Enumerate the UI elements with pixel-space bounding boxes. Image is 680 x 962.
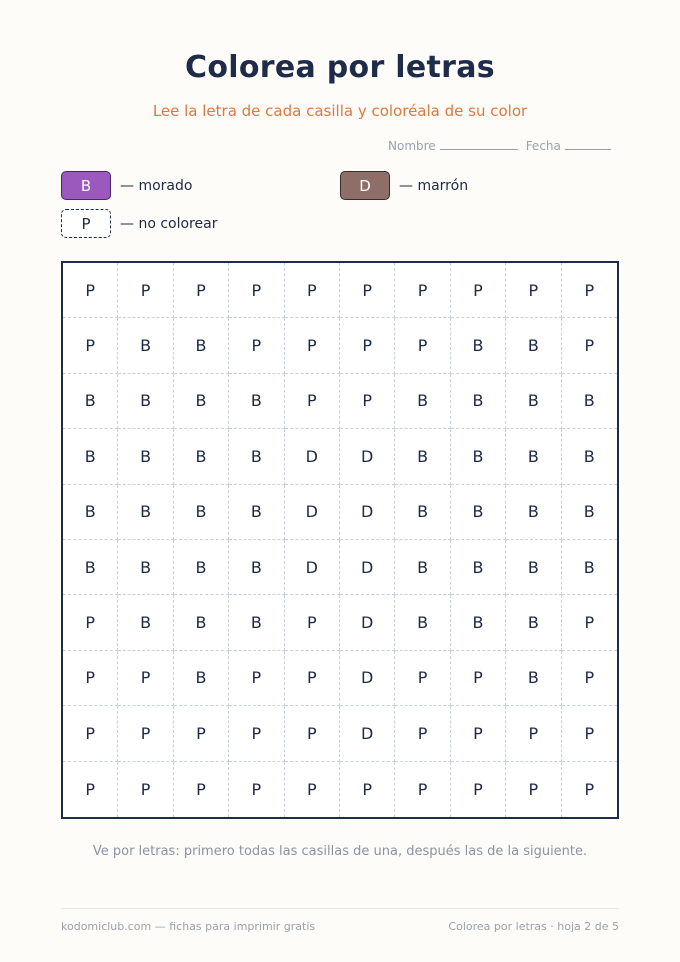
grid-cell[interactable]: B bbox=[174, 651, 229, 706]
grid-cell[interactable]: D bbox=[340, 706, 395, 761]
grid-cell[interactable]: B bbox=[229, 429, 284, 484]
grid-cell[interactable]: P bbox=[562, 595, 617, 650]
footer-page-info: Colorea por letras · hoja 2 de 5 bbox=[448, 920, 619, 933]
name-line bbox=[440, 149, 518, 150]
legend-item-brown bbox=[340, 171, 468, 200]
grid-cell[interactable]: P bbox=[285, 651, 340, 706]
legend-swatch-purple: B bbox=[61, 171, 111, 200]
legend-label-no-color: — no colorear bbox=[120, 215, 218, 232]
legend-swatch-no-color: P bbox=[61, 209, 111, 238]
name-label: Nombre bbox=[388, 139, 436, 153]
grid-cell[interactable]: P bbox=[562, 651, 617, 706]
grid-cell[interactable]: B bbox=[451, 540, 506, 595]
grid-cell[interactable]: B bbox=[174, 595, 229, 650]
grid-cell[interactable]: P bbox=[340, 762, 395, 817]
grid-cell[interactable]: B bbox=[562, 429, 617, 484]
grid-cell[interactable]: B bbox=[118, 485, 173, 540]
grid-cell[interactable]: B bbox=[506, 485, 561, 540]
grid-cell[interactable]: B bbox=[63, 485, 118, 540]
grid-cell[interactable]: B bbox=[506, 651, 561, 706]
grid-cell[interactable]: P bbox=[395, 651, 450, 706]
grid-cell[interactable]: P bbox=[285, 318, 340, 373]
grid-cell[interactable]: P bbox=[451, 263, 506, 318]
grid-cell[interactable]: B bbox=[451, 429, 506, 484]
grid-cell[interactable]: B bbox=[506, 595, 561, 650]
grid-cell[interactable]: P bbox=[285, 595, 340, 650]
grid-cell[interactable]: D bbox=[340, 485, 395, 540]
grid-cell[interactable]: P bbox=[229, 651, 284, 706]
grid-cell[interactable]: P bbox=[451, 706, 506, 761]
grid-cell[interactable]: B bbox=[562, 540, 617, 595]
name-date-fields bbox=[388, 139, 620, 153]
grid-cell[interactable]: B bbox=[174, 485, 229, 540]
legend-item-purple bbox=[61, 171, 192, 200]
grid-cell[interactable]: P bbox=[562, 706, 617, 761]
grid-cell[interactable]: B bbox=[63, 429, 118, 484]
grid-cell[interactable]: P bbox=[584, 779, 595, 799]
grid-cell[interactable]: B bbox=[229, 374, 284, 429]
coloring-grid bbox=[61, 261, 619, 819]
grid-cell[interactable]: B bbox=[118, 318, 173, 373]
grid-cell[interactable]: P bbox=[340, 263, 395, 318]
grid-cell[interactable]: P bbox=[229, 706, 284, 761]
grid-cell[interactable]: P bbox=[395, 318, 450, 373]
grid-cell[interactable]: B bbox=[174, 318, 229, 373]
grid-cell[interactable]: P bbox=[174, 706, 229, 761]
grid-cell[interactable]: P bbox=[285, 263, 340, 318]
grid-cell[interactable]: B bbox=[395, 429, 450, 484]
grid-cell[interactable]: B bbox=[451, 485, 506, 540]
grid-cell[interactable]: P bbox=[63, 318, 118, 373]
grid-cell[interactable]: B bbox=[118, 595, 173, 650]
grid-cell[interactable]: B bbox=[118, 540, 173, 595]
grid-cell[interactable]: B bbox=[451, 374, 506, 429]
grid-cell[interactable]: B bbox=[118, 429, 173, 484]
grid-cell[interactable]: P bbox=[340, 374, 395, 429]
grid-cell[interactable]: P bbox=[63, 651, 118, 706]
instruction-hint: Ve por letras: primero todas las casillas de una, después las de la siguiente. bbox=[92, 844, 588, 859]
legend-item-no-color bbox=[61, 209, 217, 238]
grid-cell[interactable]: B bbox=[395, 595, 450, 650]
grid-cell[interactable]: P bbox=[285, 374, 340, 429]
grid-cell[interactable]: D bbox=[340, 595, 395, 650]
grid-cell[interactable]: P bbox=[285, 706, 340, 761]
grid-cell[interactable]: D bbox=[285, 540, 340, 595]
grid-cell[interactable]: B bbox=[174, 429, 229, 484]
grid-cell[interactable]: D bbox=[340, 651, 395, 706]
grid-cell[interactable]: B bbox=[229, 540, 284, 595]
grid-cell[interactable]: B bbox=[395, 374, 450, 429]
date-label: Fecha bbox=[525, 139, 561, 153]
grid-cell[interactable]: P bbox=[63, 706, 118, 761]
grid-cell[interactable]: B bbox=[562, 485, 617, 540]
grid-cell[interactable]: B bbox=[395, 540, 450, 595]
grid-cell[interactable]: P bbox=[174, 762, 229, 817]
grid-cell[interactable]: P bbox=[118, 706, 173, 761]
grid-cell[interactable]: B bbox=[506, 540, 561, 595]
grid-cell[interactable]: D bbox=[285, 485, 340, 540]
grid-cell[interactable]: P bbox=[285, 762, 340, 817]
grid-cell[interactable]: B bbox=[63, 374, 118, 429]
grid-cell[interactable]: B bbox=[506, 318, 561, 373]
grid-cell[interactable]: D bbox=[285, 429, 340, 484]
legend-label-purple: — morado bbox=[120, 177, 193, 194]
grid-cell[interactable]: P bbox=[118, 651, 173, 706]
page-subtitle: Lee la letra de cada casilla y coloréala de su color bbox=[152, 102, 528, 120]
grid-cell[interactable]: B bbox=[506, 429, 561, 484]
grid-cell[interactable]: B bbox=[506, 374, 561, 429]
grid-cell[interactable]: P bbox=[395, 762, 450, 817]
legend-swatch-brown: D bbox=[340, 171, 390, 200]
footer-site: kodomiclub.com — fichas para imprimir gratis bbox=[61, 920, 316, 933]
grid-cell[interactable]: B bbox=[395, 485, 450, 540]
grid-cell[interactable]: D bbox=[340, 540, 395, 595]
grid-cell[interactable]: P bbox=[506, 706, 561, 761]
grid-cell[interactable]: P bbox=[340, 318, 395, 373]
grid-cell[interactable]: P bbox=[451, 651, 506, 706]
grid-cell[interactable]: P bbox=[451, 762, 506, 817]
page-title: Colorea por letras bbox=[185, 50, 495, 85]
grid-cell[interactable]: B bbox=[63, 540, 118, 595]
grid-cell[interactable]: P bbox=[174, 263, 229, 318]
grid-cell[interactable]: P bbox=[562, 263, 617, 318]
grid-cell[interactable]: B bbox=[229, 595, 284, 650]
grid-cell[interactable]: P bbox=[395, 263, 450, 318]
grid-cell[interactable]: P bbox=[229, 263, 284, 318]
grid-cell[interactable]: B bbox=[174, 374, 229, 429]
grid-cell[interactable]: P bbox=[229, 318, 284, 373]
grid-cell[interactable]: P bbox=[562, 318, 617, 373]
grid-cell[interactable]: P bbox=[118, 762, 173, 817]
grid-cell[interactable]: B bbox=[562, 374, 617, 429]
grid-cell[interactable]: B bbox=[451, 318, 506, 373]
grid-cell[interactable]: P bbox=[506, 263, 561, 318]
grid-cell[interactable]: P bbox=[63, 762, 118, 817]
date-line bbox=[565, 149, 611, 150]
grid-cell[interactable]: B bbox=[451, 595, 506, 650]
legend-label-brown: — marrón bbox=[399, 177, 469, 194]
grid-cell[interactable]: P bbox=[395, 706, 450, 761]
grid-cell[interactable]: P bbox=[229, 762, 284, 817]
grid-cell[interactable]: B bbox=[118, 374, 173, 429]
grid-cell[interactable]: D bbox=[340, 429, 395, 484]
grid-cell[interactable]: P bbox=[506, 762, 561, 817]
grid-cell[interactable]: B bbox=[174, 540, 229, 595]
grid-cell[interactable]: P bbox=[118, 263, 173, 318]
grid-cell[interactable]: P bbox=[63, 595, 118, 650]
grid-cell[interactable]: B bbox=[229, 485, 284, 540]
grid-cell[interactable]: P bbox=[63, 263, 118, 318]
footer-divider bbox=[61, 908, 619, 909]
